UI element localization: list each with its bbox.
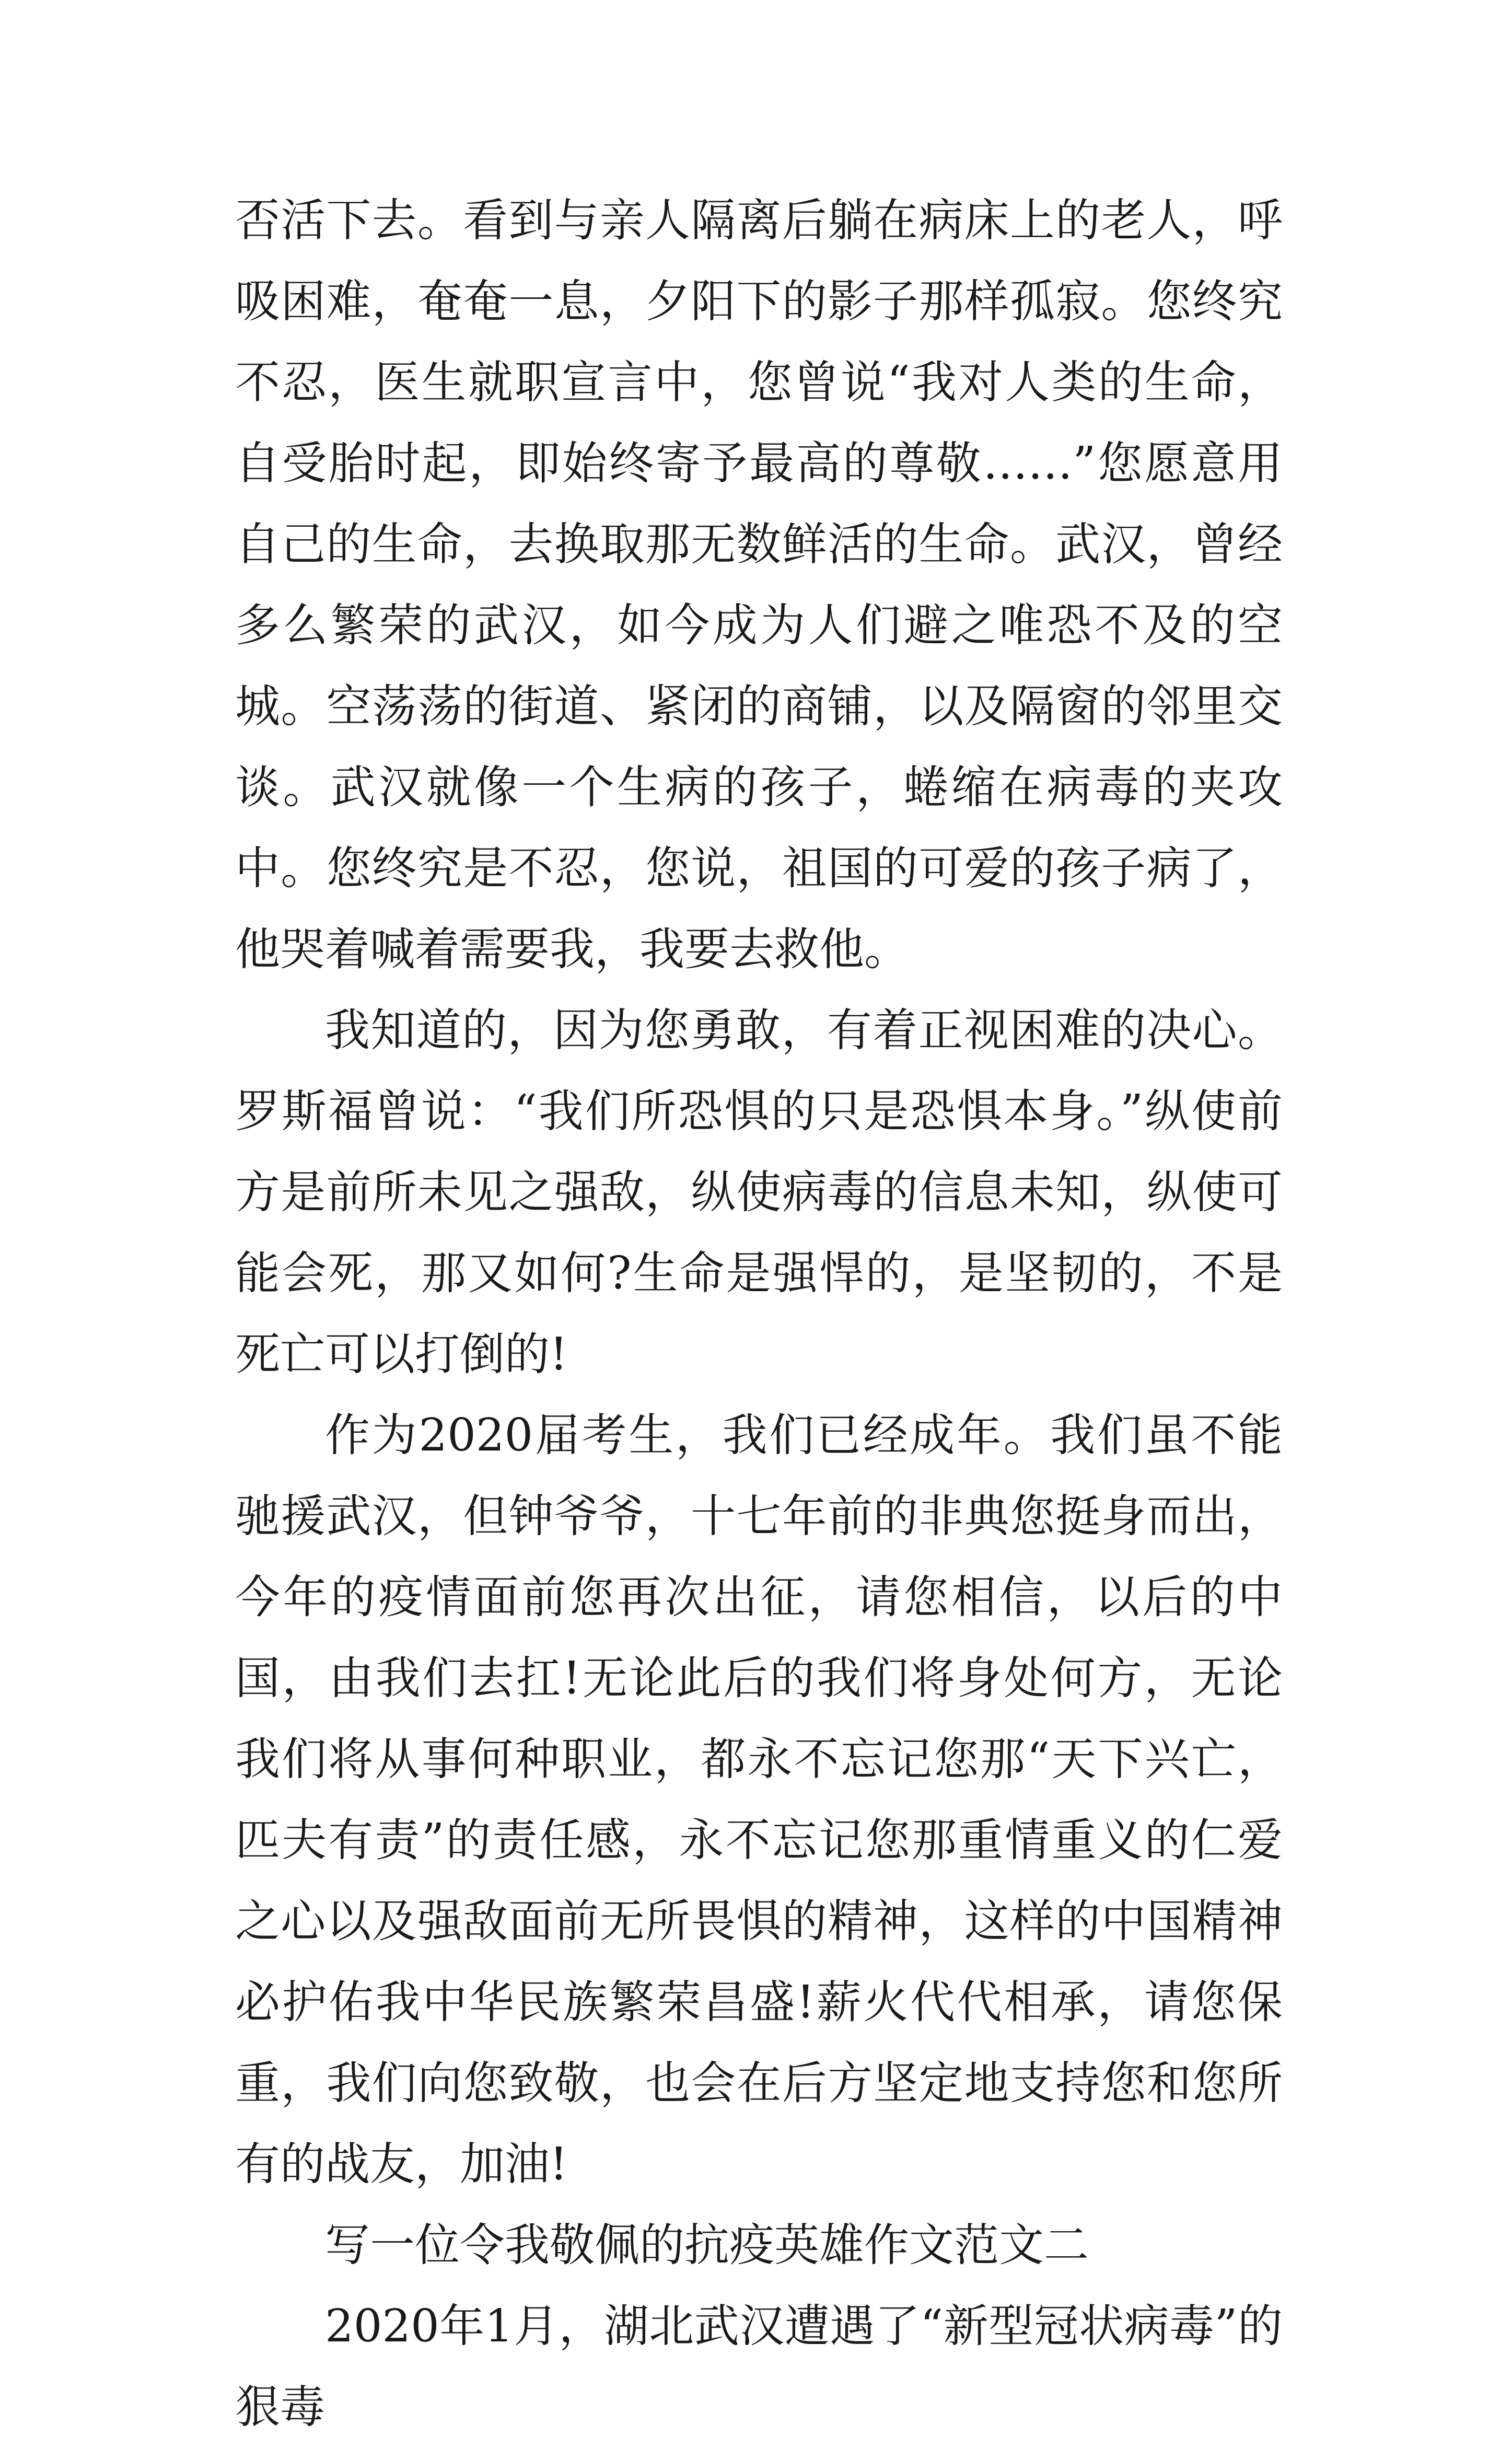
paragraph-courage: 我知道的，因为您勇敢，有着正视困难的决心。罗斯福曾说：“我们所恐惧的只是恐惧本身。”纵使前方是前所未见之强敌，纵使病毒的信息未知，纵使可能会死，那又如何?生命是强悍的，是坚韧的，不是死亡可以打倒的! (235, 1004, 1283, 1380)
document-page (235, 180, 1283, 2448)
paragraph-essay-two-start: 2020年1月，湖北武汉遭遇了“新型冠状病毒”的狠毒 (235, 2300, 1283, 2433)
section-heading: 写一位令我敬佩的抗疫英雄作文范文二 (325, 2219, 1089, 2271)
paragraph-continuation: 否活下去。看到与亲人隔离后躺在病床上的老人，呼吸困难，奄奄一息，夕阳下的影子那样孤寂。您终究不忍，医生就职宣言中，您曾说“我对人类的生命，自受胎时起，即始终寄予最高的尊敬……”您愿意用自己的生命，去换取那无数鲜活的生命。武汉，曾经多么繁荣的武汉，如今成为人们避之唯恐不及的空城。空荡荡的街道、紧闭的商铺，以及隔窗的邻里交谈。武汉就像一个生病的孩子，蜷缩在病毒的夹攻中。您终究是不忍，您说，祖国的可爱的孩子病了，他哭着喊着需要我，我要去救他。 (235, 194, 1283, 976)
paragraph-students: 作为2020届考生，我们已经成年。我们虽不能驰援武汉，但钟爷爷，十七年前的非典您挺身而出，今年的疫情面前您再次出征，请您相信，以后的中国，由我们去扛!无论此后的我们将身处何方，无论我们将从事何种职业，都永不忘记您那“天下兴亡，匹夫有责”的责任感，永不忘记您那重情重义的仁爱之心以及强敌面前无所畏惧的精神，这样的中国精神必护佑我中华民族繁荣昌盛!薪火代代相承，请您保重，我们向您致敬，也会在后方坚定地支持您和您所有的战友，加油! (235, 1409, 1283, 2190)
